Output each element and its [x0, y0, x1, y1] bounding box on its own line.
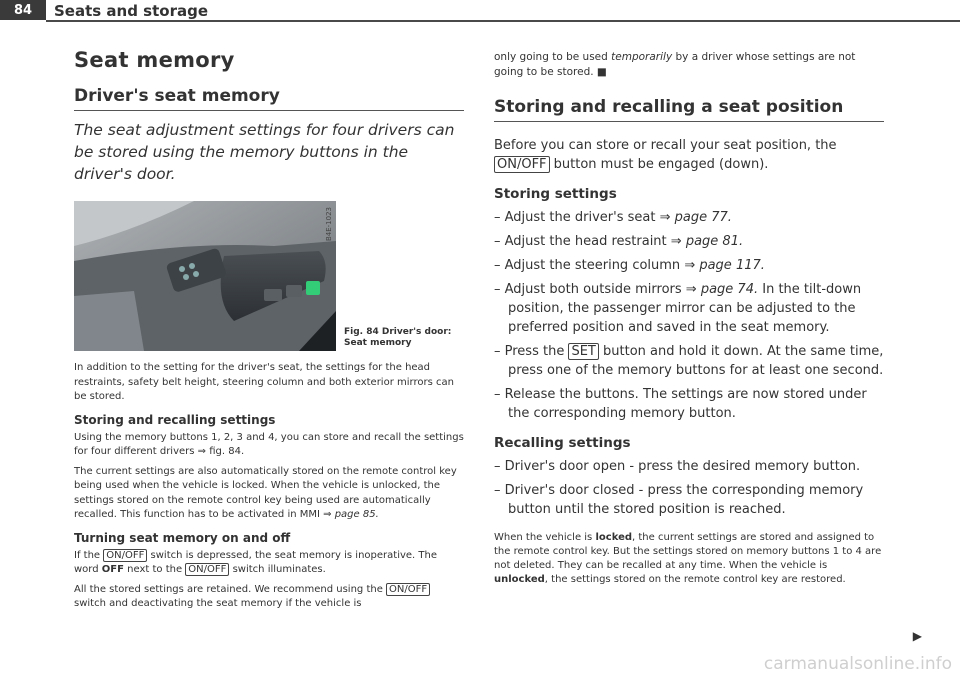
- text-span: – Adjust the steering column: [494, 258, 681, 273]
- text-span: – Press the: [494, 344, 565, 359]
- paragraph-retained: [74, 583, 464, 612]
- list-item: [494, 280, 884, 337]
- subheading-on-off: Turning seat memory on and off: [74, 530, 291, 545]
- key-on-off: ON/OFF: [494, 156, 550, 173]
- intro-text: The seat adjustment settings for four drivers can be stored using the memory buttons in the driver's door.: [74, 121, 455, 183]
- subheading-storing-recalling: Storing and recalling settings: [74, 412, 276, 427]
- figure-code: B4E-1023: [325, 207, 333, 242]
- list-item: [494, 232, 884, 251]
- caption-line-1: Fig. 84 Driver's door:: [344, 327, 452, 337]
- text-span: The current settings are also automatically stored on the remote control key being used when the vehicle is locked. When the vehicle is unlocked, the settings stored on the remote control key being used are automatically recalled. This function has to be activated in MMI: [74, 465, 457, 520]
- paragraph-continued: [494, 50, 884, 79]
- door-panel-photo: [74, 201, 336, 351]
- storing-steps-list: [494, 208, 884, 423]
- paragraph-on-off: [74, 549, 464, 578]
- text-span: – Adjust both outside mirrors: [494, 282, 682, 297]
- key-on-off: ON/OFF: [386, 583, 430, 596]
- text-span: switch illuminates.: [232, 564, 326, 575]
- paragraph-before: [494, 136, 884, 174]
- subheading-storing: Storing settings: [494, 186, 617, 202]
- paragraph-additional-settings: In addition to the setting for the driver's seat, the settings for the head restraints, safety belt height, steering column and both exterior mirrors can be stored.: [74, 362, 454, 402]
- section-header: Seats and storage: [54, 2, 209, 20]
- section-title-driver-memory: Driver's seat memory: [74, 86, 464, 111]
- text-span: – Adjust the head restraint: [494, 234, 667, 249]
- word-locked: locked: [595, 532, 633, 543]
- door-panel-illustration: [74, 201, 336, 351]
- emphasis-temporarily: temporarily: [611, 51, 673, 63]
- key-set: SET: [568, 343, 598, 360]
- list-item: – Release the buttons. The settings are now stored under the corresponding memory button.: [494, 387, 867, 421]
- watermark: carmanualsonline.info: [763, 654, 952, 674]
- text-span: next to the: [127, 564, 183, 575]
- figure-84: [74, 201, 464, 351]
- page-ref-74[interactable]: ⇒ page 74.: [685, 282, 759, 297]
- list-item: [494, 342, 884, 380]
- text-span: All the stored settings are retained. We recommend using the: [74, 583, 383, 595]
- text-span: – Adjust the driver's seat: [494, 210, 656, 225]
- key-on-off: ON/OFF: [185, 563, 229, 576]
- list-item: [494, 256, 884, 275]
- text-span: , the current settings are stored and assigned to the remote control key. But the settings stored on memory buttons 1 to 4 are not deleted. They can be recalled at any time. When the vehicle is: [494, 532, 882, 571]
- list-item: – Driver's door closed - press the corresponding memory button until the stored position is reached.: [494, 483, 864, 517]
- page-number: 84: [0, 0, 46, 20]
- figure-caption: [344, 327, 451, 351]
- list-item: – Driver's door open - press the desired memory button.: [494, 459, 861, 474]
- text-span: If the: [74, 549, 101, 561]
- word-unlocked: unlocked: [494, 574, 545, 585]
- page-ref-117[interactable]: ⇒ page 117.: [684, 258, 765, 273]
- paragraph-remote-key: [74, 465, 464, 523]
- page-ref-77[interactable]: ⇒ page 77.: [659, 210, 732, 225]
- text-span: switch and deactivating the seat memory if the vehicle is: [74, 598, 362, 609]
- text-span: by a driver whose settings are not going to be stored. ■: [494, 51, 856, 78]
- text-span: In the tilt-down position, the passenger mirror can be adjusted to the preferred position and saved in the seat memory.: [508, 282, 862, 335]
- page-ref-85[interactable]: ⇒ page 85.: [323, 509, 379, 520]
- paragraph-memory-buttons: Using the memory buttons 1, 2, 3 and 4, you can store and recall the settings for four different drivers ⇒ fig. 84.: [74, 431, 464, 457]
- word-off: OFF: [101, 564, 124, 575]
- text-span: button must be engaged (down).: [553, 157, 769, 172]
- section-title-storing-recalling: Storing and recalling a seat position: [494, 97, 884, 122]
- text-span: only going to be used: [494, 51, 608, 63]
- note-locked-unlocked: [494, 531, 884, 587]
- page-title: Seat memory: [74, 48, 235, 72]
- header-rule: [46, 20, 960, 22]
- text-span: switch is depressed, the seat memory is inoperative. The word: [74, 549, 437, 575]
- subheading-recalling: Recalling settings: [494, 435, 631, 451]
- text-span: Before you can store or recall your seat position, the: [494, 138, 837, 153]
- text-span: , the settings stored on the remote control key are restored.: [544, 574, 846, 585]
- key-on-off: ON/OFF: [103, 549, 147, 562]
- text-span: button and hold it down. At the same time, press one of the memory buttons for at least one second.: [508, 344, 884, 378]
- list-item: [494, 208, 884, 227]
- left-column: [74, 48, 464, 617]
- continue-arrow-icon: ▶: [912, 629, 922, 643]
- recalling-steps-list: [494, 457, 884, 519]
- text-span: When the vehicle is: [494, 532, 593, 543]
- page-ref-81[interactable]: ⇒ page 81.: [670, 234, 744, 249]
- caption-line-2: Seat memory: [344, 338, 412, 348]
- right-column: [494, 50, 884, 587]
